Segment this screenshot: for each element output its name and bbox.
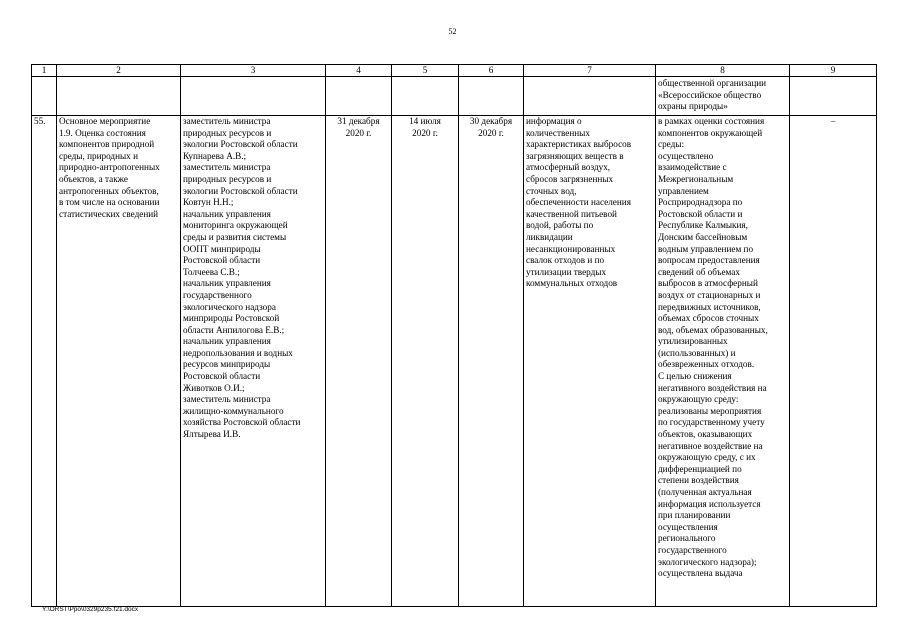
header-col-1: 1: [32, 65, 57, 77]
text-line: коммунальных отходов: [526, 278, 618, 289]
text-line: качественной питьевой: [526, 208, 617, 219]
text-line: компонентов природной: [59, 139, 155, 150]
text-line: по государственному учету: [658, 417, 765, 428]
footer-file-path: Y:\ORST\Ppo\0329p235.f21.docx: [42, 606, 139, 613]
text-line: окружающую среду:: [658, 394, 739, 405]
text-line: негативного воздействия на: [658, 382, 767, 393]
header-col-7: 7: [524, 65, 656, 77]
text-line: статистических сведений: [59, 208, 159, 219]
header-col-9: 9: [790, 65, 877, 77]
text-line: охраны природы»: [658, 101, 728, 112]
text-line: дифференциацией по: [658, 463, 742, 474]
text-line: Донским бассейновым: [658, 231, 748, 242]
responsible-cell: [181, 116, 326, 607]
text-line: окружающую среду, с их: [658, 452, 756, 463]
text-line: регионального: [658, 533, 716, 544]
text-line: количественных: [526, 127, 590, 138]
text-line: государственного: [183, 289, 252, 300]
text-line: объектов, а также: [59, 173, 128, 184]
text-line: экологического надзора);: [658, 556, 757, 567]
text-line: 31 декабря: [337, 116, 380, 126]
text-line: в рамках оценки состояния: [658, 116, 765, 126]
text-line: Основное мероприятие: [59, 116, 151, 126]
text-line: при планировании: [658, 510, 731, 521]
header-col-4: 4: [326, 65, 392, 77]
text-line: Толчеева С.В.;: [183, 266, 240, 277]
text-line: 14 июля: [409, 116, 441, 126]
expected-result-cell: [524, 116, 656, 607]
text-line: Республике Калмыкия,: [658, 220, 748, 231]
text-line: начальник управления: [183, 278, 271, 289]
header-col-5: 5: [392, 65, 459, 77]
text-line: реализованы мероприятия: [658, 405, 762, 416]
text-line: передвижных источников,: [658, 301, 761, 312]
text-line: осуществления: [658, 521, 718, 532]
text-line: государственного: [658, 544, 727, 555]
row-number-cell: 55.: [32, 116, 57, 607]
text-line: «Всероссийское общество: [658, 89, 762, 100]
text-line: 2020 г.: [478, 127, 504, 138]
page-number: 52: [448, 27, 457, 36]
text-line: жилищно-коммунального: [183, 405, 284, 416]
cont-cell-4: [326, 77, 392, 116]
continuation-row: [32, 77, 877, 116]
text-line: 2020 г.: [345, 127, 372, 138]
text-line: среды:: [658, 139, 685, 150]
text-line: водным управлением по: [658, 243, 754, 254]
text-line: мониторинга окружающей: [183, 220, 288, 231]
text-line: заместитель министра: [183, 394, 271, 405]
text-line: минприроды Ростовской: [183, 313, 280, 324]
text-line: загрязняющих веществ в: [526, 150, 624, 161]
note-cell: –: [790, 116, 877, 607]
text-line: утилизации твердых: [526, 266, 607, 277]
text-line: характеристиках выбросов: [526, 139, 632, 150]
text-line: свалок отходов и по: [526, 255, 605, 266]
text-line: среды и развития системы: [183, 231, 287, 242]
text-line: заместитель министра: [183, 116, 271, 126]
text-line: объектов, оказывающих: [658, 429, 753, 440]
text-line: негативное воздействие на: [658, 440, 763, 451]
text-line: воздух от стационарных и: [658, 289, 761, 300]
text-line: водой, работы по: [526, 220, 594, 231]
text-line: взаимодействие с: [658, 162, 727, 173]
date-cell-col6: [459, 116, 524, 607]
text-line: 2020 г.: [412, 127, 438, 138]
text-line: области Анпилогова Е.В.;: [183, 324, 285, 335]
text-line: начальник управления: [183, 208, 271, 219]
header-col-6: 6: [459, 65, 524, 77]
text-line: вод, объемах образованных,: [658, 324, 768, 335]
text-line: обезвреженных отходов.: [658, 359, 755, 370]
text-line: природных ресурсов и: [183, 173, 272, 184]
cont-cell-2: [57, 77, 181, 116]
text-line: экологии Ростовской области: [183, 185, 298, 196]
text-line: объемах сбросов сточных: [658, 313, 759, 324]
text-line: Ростовской области: [183, 371, 261, 382]
table-row-55: [32, 116, 877, 607]
header-col-2: 2: [57, 65, 181, 77]
text-line: сведений об объемах: [658, 266, 740, 277]
text-line: (полученная актуальная: [658, 487, 752, 497]
text-line: информация о: [526, 116, 582, 126]
text-line: 30 декабря: [469, 116, 513, 126]
cont-cell-6: [459, 77, 524, 116]
text-line: общественной организации: [658, 78, 767, 88]
text-line: сбросов загрязненных: [526, 173, 614, 184]
text-line: Животков О.И.;: [183, 382, 245, 393]
text-line: в том числе на основании: [59, 197, 160, 208]
header-col-8: 8: [656, 65, 790, 77]
cont-cell-1: [32, 77, 57, 116]
text-line: начальник управления: [183, 336, 271, 347]
text-line: экологии Ростовской области: [183, 139, 298, 150]
text-line: утилизированных: [658, 336, 728, 347]
text-line: вопросам предоставления: [658, 255, 760, 266]
text-line: недропользования и водных: [183, 347, 293, 358]
text-line: ООПТ минприроды: [183, 243, 261, 254]
text-line: несанкционированных: [526, 243, 616, 254]
text-line: Ковтун Н.Н.;: [183, 197, 234, 208]
cont-cell-9: [790, 77, 877, 116]
text-line: заместитель министра: [183, 162, 271, 173]
text-line: природных ресурсов и: [183, 127, 272, 138]
header-col-3: 3: [181, 65, 326, 77]
text-line: сточных вод,: [526, 185, 577, 196]
text-line: компонентов окружающей: [658, 127, 763, 138]
text-line: Купнарева А.В.;: [183, 150, 247, 161]
text-line: выбросов в атмосферный: [658, 278, 758, 289]
date-cell-col4: [326, 116, 392, 607]
text-line: 1.9. Оценка состояния: [59, 127, 146, 138]
text-line: Ростовской области: [183, 255, 261, 266]
date-cell-col5: [392, 116, 459, 607]
cont-cell-3: [181, 77, 326, 116]
text-line: степени воздействия: [658, 475, 739, 486]
text-line: ликвидации: [526, 231, 573, 242]
actual-result-cell: [656, 116, 790, 607]
text-line: хозяйства Ростовской области: [183, 417, 301, 428]
text-line: Ялтырева И.В.: [183, 429, 241, 440]
report-table: [31, 64, 877, 607]
text-line: атмосферный воздух,: [526, 162, 611, 173]
cont-actual-cell: [656, 77, 790, 116]
text-line: Ростовской области и: [658, 208, 743, 219]
text-line: (использованных) и: [658, 347, 736, 358]
text-line: обеспеченности населения: [526, 197, 631, 208]
text-line: антропогенных объектов,: [59, 185, 159, 196]
cont-cell-5: [392, 77, 459, 116]
text-line: Межрегиональным: [658, 173, 734, 184]
text-line: управлением: [658, 185, 709, 196]
text-line: среды, природных и: [59, 150, 138, 161]
text-line: Росприроднадзора по: [658, 197, 743, 208]
text-line: информация используется: [658, 498, 761, 509]
text-line: С целью снижения: [658, 371, 732, 382]
text-line: экологического надзора: [183, 301, 276, 312]
text-line: осуществлено: [658, 150, 714, 161]
text-line: осуществлена выдача: [658, 568, 743, 579]
event-name-cell: [57, 116, 181, 607]
cont-cell-7: [524, 77, 656, 116]
text-line: природно-антропогенных: [59, 162, 160, 173]
header-row: [32, 65, 877, 77]
text-line: ресурсов минприроды: [183, 359, 271, 370]
